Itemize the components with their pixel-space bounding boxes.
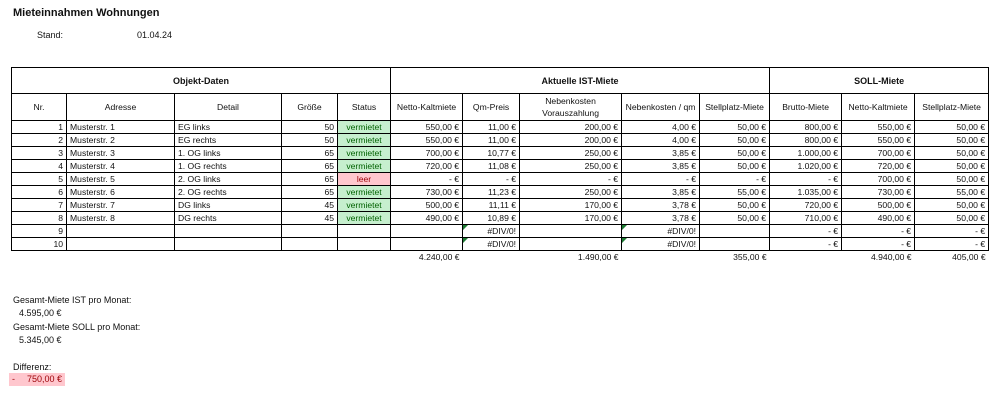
table-row bbox=[12, 147, 989, 160]
cell-soll-kaltmiete[interactable]: 700,00 € bbox=[842, 147, 915, 160]
soll-total-value[interactable]: 5.345,00 € bbox=[19, 335, 62, 345]
cell-adresse[interactable]: Musterstr. 8 bbox=[67, 212, 175, 225]
cell-nr[interactable]: 4 bbox=[12, 160, 67, 173]
cell-nr[interactable]: 2 bbox=[12, 134, 67, 147]
cell-brutto-miete[interactable]: 1.035,00 € bbox=[770, 186, 842, 199]
table-row bbox=[12, 160, 989, 173]
cell-brutto-miete[interactable]: - € bbox=[770, 173, 842, 186]
cell-adresse[interactable]: Musterstr. 3 bbox=[67, 147, 175, 160]
total-soll-kaltmiete[interactable]: 4.940,00 € bbox=[842, 251, 915, 264]
cell-soll-stellplatz[interactable]: 50,00 € bbox=[915, 212, 989, 225]
totals-spacer bbox=[622, 251, 700, 264]
table-row bbox=[12, 199, 989, 212]
cell-soll-kaltmiete[interactable]: - € bbox=[842, 238, 915, 251]
cell-adresse[interactable]: Musterstr. 4 bbox=[67, 160, 175, 173]
cell-soll-kaltmiete[interactable]: - € bbox=[842, 225, 915, 238]
cell-nr[interactable]: 3 bbox=[12, 147, 67, 160]
cell-nebenkosten-qm[interactable]: 3,85 € bbox=[622, 147, 700, 160]
col-header-soll-kaltmiete: Netto-Kaltmiete bbox=[842, 94, 915, 121]
cell-status[interactable] bbox=[338, 225, 391, 238]
cell-adresse[interactable] bbox=[67, 225, 175, 238]
cell-brutto-miete[interactable]: 1.020,00 € bbox=[770, 160, 842, 173]
cell-groesse[interactable] bbox=[282, 225, 338, 238]
cell-nebenkosten-qm[interactable]: 3,85 € bbox=[622, 186, 700, 199]
cell-groesse[interactable] bbox=[282, 238, 338, 251]
cell-stellplatz[interactable]: 50,00 € bbox=[700, 212, 770, 225]
cell-soll-kaltmiete[interactable]: 700,00 € bbox=[842, 173, 915, 186]
cell-ist-kaltmiete[interactable]: 500,00 € bbox=[391, 199, 463, 212]
cell-adresse[interactable] bbox=[67, 238, 175, 251]
table-body bbox=[12, 121, 989, 251]
table-row bbox=[12, 186, 989, 199]
cell-soll-stellplatz[interactable]: 50,00 € bbox=[915, 121, 989, 134]
cell-nebenkosten-qm[interactable]: 3,78 € bbox=[622, 199, 700, 212]
cell-status[interactable]: vermietet bbox=[338, 199, 391, 212]
cell-groesse[interactable]: 50 bbox=[282, 121, 338, 134]
table-row bbox=[12, 134, 989, 147]
group-soll-miete: SOLL-Miete bbox=[770, 68, 989, 94]
cell-groesse[interactable]: 65 bbox=[282, 160, 338, 173]
cell-soll-stellplatz[interactable]: 50,00 € bbox=[915, 134, 989, 147]
cell-nr[interactable]: 7 bbox=[12, 199, 67, 212]
table-row bbox=[12, 212, 989, 225]
cell-nebenkosten[interactable]: 250,00 € bbox=[520, 147, 622, 160]
totals-row bbox=[12, 251, 989, 264]
cell-groesse[interactable]: 65 bbox=[282, 186, 338, 199]
cell-ist-kaltmiete[interactable]: 720,00 € bbox=[391, 160, 463, 173]
cell-soll-stellplatz[interactable]: - € bbox=[915, 225, 989, 238]
cell-status[interactable]: vermietet bbox=[338, 160, 391, 173]
col-header-qm-preis: Qm-Preis bbox=[463, 94, 520, 121]
col-header-nebenkosten-vorauszahlung: Nebenkosten Vorauszahlung bbox=[520, 94, 622, 121]
ist-total-value[interactable]: 4.595,00 € bbox=[19, 308, 62, 318]
table-row bbox=[12, 173, 989, 186]
cell-soll-kaltmiete[interactable]: 490,00 € bbox=[842, 212, 915, 225]
cell-brutto-miete[interactable]: - € bbox=[770, 225, 842, 238]
difference-value[interactable] bbox=[9, 373, 65, 386]
ist-total-label: Gesamt-Miete IST pro Monat: bbox=[13, 295, 132, 305]
cell-nr[interactable]: 10 bbox=[12, 238, 67, 251]
cell-nebenkosten-qm[interactable]: #DIV/0! bbox=[622, 238, 700, 251]
cell-stellplatz[interactable]: - € bbox=[700, 173, 770, 186]
cell-stellplatz[interactable]: 50,00 € bbox=[700, 121, 770, 134]
cell-nebenkosten[interactable]: 200,00 € bbox=[520, 134, 622, 147]
cell-detail[interactable]: EG links bbox=[175, 121, 282, 134]
cell-nebenkosten-qm[interactable]: 3,85 € bbox=[622, 160, 700, 173]
cell-groesse[interactable]: 65 bbox=[282, 173, 338, 186]
total-ist-kaltmiete[interactable]: 4.240,00 € bbox=[391, 251, 463, 264]
cell-soll-stellplatz[interactable]: 55,00 € bbox=[915, 186, 989, 199]
cell-stellplatz[interactable]: 50,00 € bbox=[700, 160, 770, 173]
cell-qm-preis[interactable]: #DIV/0! bbox=[463, 238, 520, 251]
cell-nebenkosten[interactable]: 250,00 € bbox=[520, 160, 622, 173]
cell-ist-kaltmiete[interactable]: 550,00 € bbox=[391, 121, 463, 134]
cell-soll-stellplatz[interactable]: - € bbox=[915, 238, 989, 251]
cell-nebenkosten[interactable]: 250,00 € bbox=[520, 186, 622, 199]
soll-total-label: Gesamt-Miete SOLL pro Monat: bbox=[13, 322, 141, 332]
totals-spacer bbox=[175, 251, 282, 264]
cell-nebenkosten-qm[interactable]: 4,00 € bbox=[622, 121, 700, 134]
cell-groesse[interactable]: 65 bbox=[282, 147, 338, 160]
col-header-nebenkosten-qm: Nebenkosten / qm bbox=[622, 94, 700, 121]
cell-brutto-miete[interactable]: 800,00 € bbox=[770, 134, 842, 147]
cell-qm-preis[interactable]: 10,89 € bbox=[463, 212, 520, 225]
cell-nebenkosten[interactable]: - € bbox=[520, 173, 622, 186]
cell-status[interactable]: vermietet bbox=[338, 134, 391, 147]
cell-soll-kaltmiete[interactable]: 730,00 € bbox=[842, 186, 915, 199]
cell-nebenkosten-qm[interactable]: #DIV/0! bbox=[622, 225, 700, 238]
cell-ist-kaltmiete[interactable]: 550,00 € bbox=[391, 134, 463, 147]
cell-brutto-miete[interactable]: 720,00 € bbox=[770, 199, 842, 212]
cell-stellplatz[interactable] bbox=[700, 225, 770, 238]
difference-label: Differenz: bbox=[13, 362, 52, 372]
cell-brutto-miete[interactable]: - € bbox=[770, 238, 842, 251]
col-header-status: Status bbox=[338, 94, 391, 121]
cell-qm-preis[interactable]: - € bbox=[463, 173, 520, 186]
cell-detail[interactable]: EG rechts bbox=[175, 134, 282, 147]
cell-qm-preis[interactable]: 11,00 € bbox=[463, 121, 520, 134]
total-stellplatz[interactable]: 355,00 € bbox=[700, 251, 770, 264]
difference-sign: - bbox=[12, 374, 15, 384]
cell-nebenkosten[interactable] bbox=[520, 238, 622, 251]
cell-brutto-miete[interactable]: 710,00 € bbox=[770, 212, 842, 225]
cell-stellplatz[interactable]: 50,00 € bbox=[700, 147, 770, 160]
cell-soll-stellplatz[interactable]: 50,00 € bbox=[915, 147, 989, 160]
cell-status[interactable]: vermietet bbox=[338, 147, 391, 160]
col-header-brutto-miete: Brutto-Miete bbox=[770, 94, 842, 121]
stand-label: Stand: bbox=[37, 30, 64, 40]
cell-nebenkosten-qm[interactable]: - € bbox=[622, 173, 700, 186]
cell-stellplatz[interactable] bbox=[700, 238, 770, 251]
cell-nr[interactable]: 6 bbox=[12, 186, 67, 199]
cell-nr[interactable]: 5 bbox=[12, 173, 67, 186]
sheet-title: Mieteinnahmen Wohnungen bbox=[13, 7, 160, 19]
cell-status[interactable] bbox=[338, 238, 391, 251]
cell-nr[interactable]: 1 bbox=[12, 121, 67, 134]
cell-qm-preis[interactable]: 11,08 € bbox=[463, 160, 520, 173]
cell-adresse[interactable]: Musterstr. 6 bbox=[67, 186, 175, 199]
cell-detail[interactable]: 2. OG rechts bbox=[175, 186, 282, 199]
cell-detail[interactable] bbox=[175, 225, 282, 238]
cell-detail[interactable]: DG rechts bbox=[175, 212, 282, 225]
col-header-soll-stellplatz: Stellplatz-Miete bbox=[915, 94, 989, 121]
cell-nebenkosten-qm[interactable]: 4,00 € bbox=[622, 134, 700, 147]
cell-brutto-miete[interactable]: 800,00 € bbox=[770, 121, 842, 134]
table-row bbox=[12, 121, 989, 134]
table-row bbox=[12, 225, 989, 238]
cell-nebenkosten[interactable]: 170,00 € bbox=[520, 212, 622, 225]
cell-adresse[interactable]: Musterstr. 7 bbox=[67, 199, 175, 212]
difference-amount: 750,00 € bbox=[26, 374, 62, 384]
cell-detail[interactable]: 1. OG links bbox=[175, 147, 282, 160]
cell-ist-kaltmiete[interactable]: 730,00 € bbox=[391, 186, 463, 199]
cell-qm-preis[interactable]: 10,77 € bbox=[463, 147, 520, 160]
cell-qm-preis[interactable]: 11,23 € bbox=[463, 186, 520, 199]
group-objekt-daten: Objekt-Daten bbox=[12, 68, 391, 94]
totals-spacer bbox=[338, 251, 391, 264]
col-header-ist-kaltmiete: Netto-Kaltmiete bbox=[391, 94, 463, 121]
cell-ist-kaltmiete[interactable]: - € bbox=[391, 173, 463, 186]
cell-status[interactable]: leer bbox=[338, 173, 391, 186]
cell-ist-kaltmiete[interactable] bbox=[391, 238, 463, 251]
cell-status[interactable]: vermietet bbox=[338, 212, 391, 225]
cell-ist-kaltmiete[interactable]: 700,00 € bbox=[391, 147, 463, 160]
cell-detail[interactable]: 1. OG rechts bbox=[175, 160, 282, 173]
cell-soll-kaltmiete[interactable]: 550,00 € bbox=[842, 134, 915, 147]
totals-spacer bbox=[463, 251, 520, 264]
total-nebenkosten[interactable]: 1.490,00 € bbox=[520, 251, 622, 264]
total-soll-stellplatz[interactable]: 405,00 € bbox=[915, 251, 989, 264]
cell-nr[interactable]: 9 bbox=[12, 225, 67, 238]
cell-status[interactable]: vermietet bbox=[338, 186, 391, 199]
cell-groesse[interactable]: 50 bbox=[282, 134, 338, 147]
totals-spacer bbox=[12, 251, 67, 264]
cell-groesse[interactable]: 45 bbox=[282, 212, 338, 225]
cell-soll-stellplatz[interactable]: 50,00 € bbox=[915, 199, 989, 212]
cell-detail[interactable]: 2. OG links bbox=[175, 173, 282, 186]
col-header-nr: Nr. bbox=[12, 94, 67, 121]
cell-detail[interactable]: DG links bbox=[175, 199, 282, 212]
totals-spacer bbox=[770, 251, 842, 264]
totals-spacer bbox=[67, 251, 175, 264]
cell-adresse[interactable]: Musterstr. 2 bbox=[67, 134, 175, 147]
cell-soll-stellplatz[interactable]: 50,00 € bbox=[915, 160, 989, 173]
cell-nebenkosten[interactable]: 200,00 € bbox=[520, 121, 622, 134]
cell-soll-kaltmiete[interactable]: 550,00 € bbox=[842, 121, 915, 134]
rent-table bbox=[11, 67, 989, 263]
col-header-stellplatz-miete: Stellplatz-Miete bbox=[700, 94, 770, 121]
cell-status[interactable]: vermietet bbox=[338, 121, 391, 134]
cell-groesse[interactable]: 45 bbox=[282, 199, 338, 212]
col-header-detail: Detail bbox=[175, 94, 282, 121]
cell-soll-kaltmiete[interactable]: 720,00 € bbox=[842, 160, 915, 173]
col-header-groesse: Größe bbox=[282, 94, 338, 121]
cell-qm-preis[interactable]: 11,11 € bbox=[463, 199, 520, 212]
stand-value[interactable]: 01.04.24 bbox=[137, 30, 173, 40]
cell-soll-stellplatz[interactable]: 50,00 € bbox=[915, 173, 989, 186]
col-header-adresse: Adresse bbox=[67, 94, 175, 121]
cell-adresse[interactable]: Musterstr. 5 bbox=[67, 173, 175, 186]
totals-spacer bbox=[282, 251, 338, 264]
cell-stellplatz[interactable]: 55,00 € bbox=[700, 186, 770, 199]
cell-nebenkosten[interactable] bbox=[520, 225, 622, 238]
cell-ist-kaltmiete[interactable]: 490,00 € bbox=[391, 212, 463, 225]
table-row bbox=[12, 238, 989, 251]
cell-qm-preis[interactable]: 11,00 € bbox=[463, 134, 520, 147]
group-ist-miete: Aktuelle IST-Miete bbox=[391, 68, 770, 94]
cell-nebenkosten-qm[interactable]: 3,78 € bbox=[622, 212, 700, 225]
cell-stellplatz[interactable]: 50,00 € bbox=[700, 199, 770, 212]
cell-qm-preis[interactable]: #DIV/0! bbox=[463, 225, 520, 238]
cell-soll-kaltmiete[interactable]: 500,00 € bbox=[842, 199, 915, 212]
cell-nr[interactable]: 8 bbox=[12, 212, 67, 225]
cell-detail[interactable] bbox=[175, 238, 282, 251]
cell-nebenkosten[interactable]: 170,00 € bbox=[520, 199, 622, 212]
cell-stellplatz[interactable]: 50,00 € bbox=[700, 134, 770, 147]
cell-brutto-miete[interactable]: 1.000,00 € bbox=[770, 147, 842, 160]
cell-ist-kaltmiete[interactable] bbox=[391, 225, 463, 238]
cell-adresse[interactable]: Musterstr. 1 bbox=[67, 121, 175, 134]
